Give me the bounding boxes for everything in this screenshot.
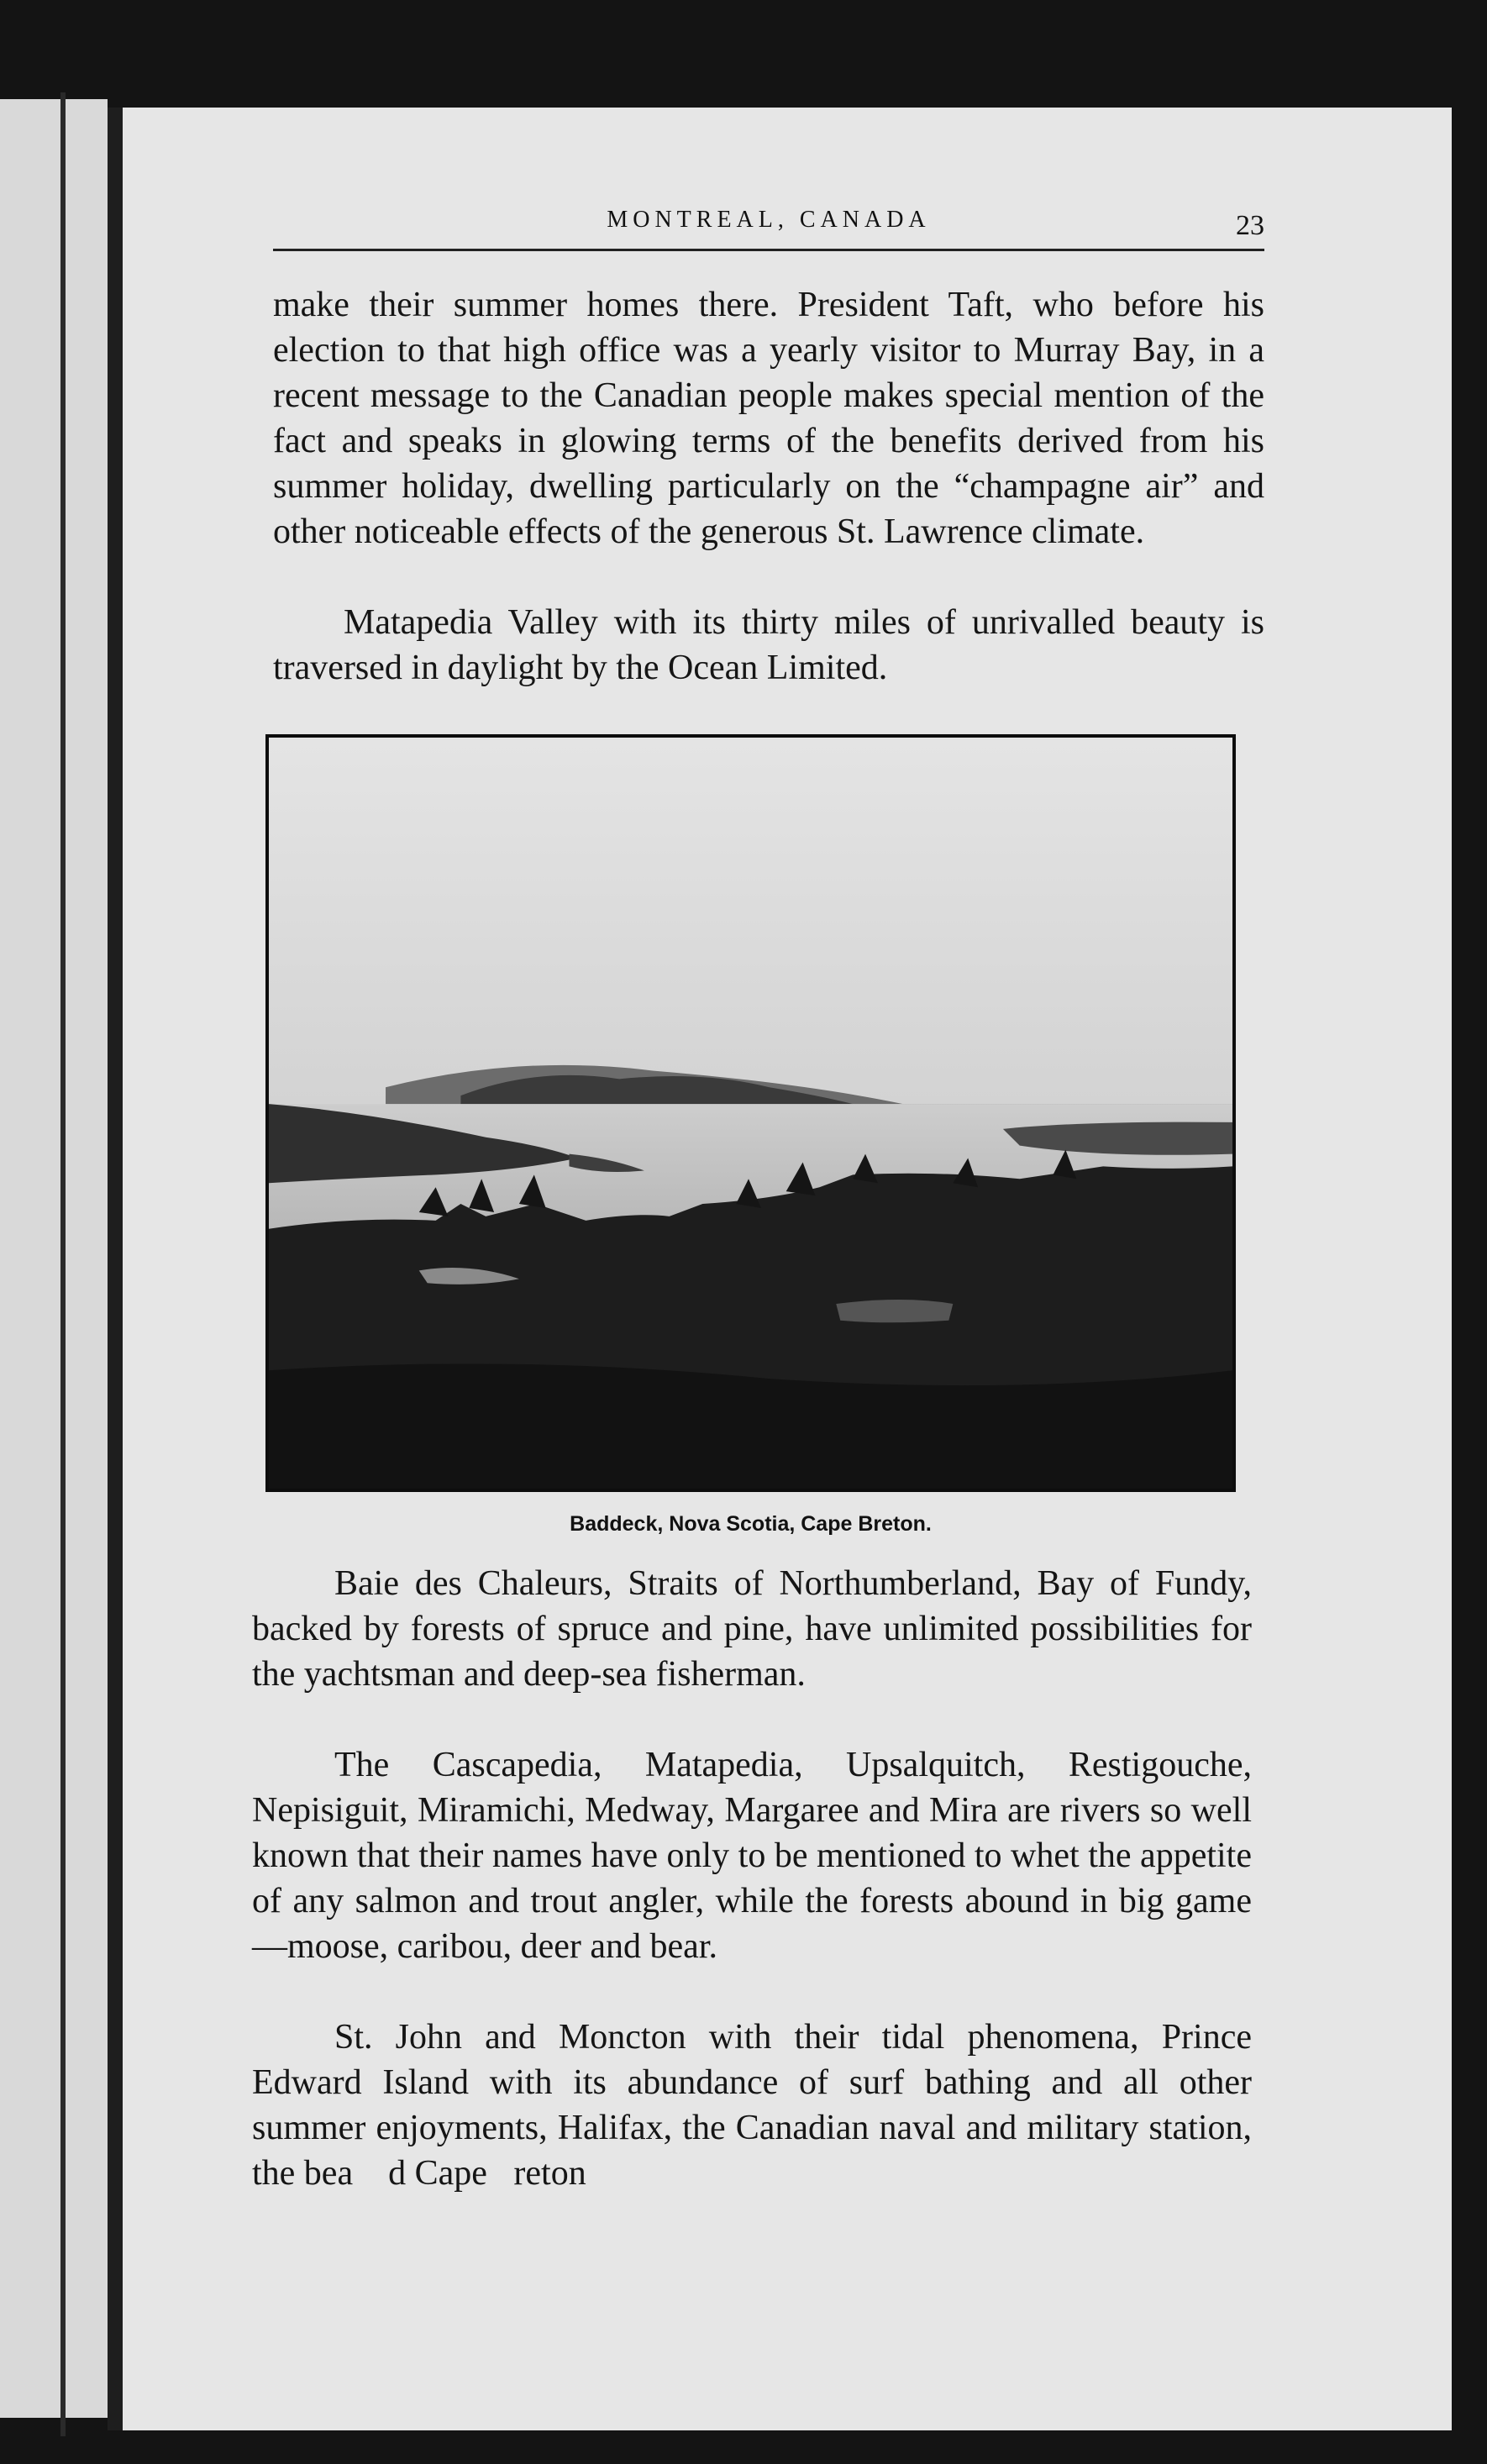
paragraph-matapedia: Matapedia Valley with its thirty miles of unrivalled beauty is traversed in daylight by the Ocean Limited. bbox=[273, 603, 1264, 687]
paragraph-baie-des-chaleurs: Baie des Chaleurs, Straits of Northumberland, Bay of Fundy, backed by forests of spruce and pine, have unlimited possibilities for the yachtsman and deep-sea fisherman. bbox=[252, 1564, 1252, 1694]
page-number: 23 bbox=[1236, 210, 1264, 241]
landscape-photo bbox=[269, 738, 1232, 1489]
photograph-baddeck bbox=[265, 734, 1236, 1492]
header-rule bbox=[273, 249, 1264, 251]
paragraph-taft: make their summer homes there. President Taft, who before his election to that high office was a yearly visitor to Murray Bay, in a recent message to the Canadian people makes special mention of the fact and speaks in glowing terms of the benefits derived from his summer holiday, dwelling particularly on the “champagne air” and other noticeable effects of the generous St. Lawrence climate. bbox=[273, 286, 1264, 551]
paragraph-st-john: St. John and Moncton with their tidal phenomena, Prince Edward Island with its abundance of surf bathing and all other summer enjoyments, Halifax, the Canadian naval and military station, the bea d Cape reton bbox=[252, 2018, 1252, 2193]
facing-page-edge bbox=[0, 99, 108, 2418]
book-gutter bbox=[60, 92, 66, 2436]
running-head: MONTREAL, CANADA bbox=[607, 207, 931, 233]
page-header bbox=[273, 202, 1264, 252]
paragraph-rivers: The Cascapedia, Matapedia, Upsalquitch, Restigouche, Nepisiguit, Miramichi, Medway, Margaree and Mira are rivers so well known that their names have only to be mentioned to whet the appetite of any salmon and trout angler, while the forests abound in big game—moose, caribou, deer and bear. bbox=[252, 1746, 1252, 1966]
photo-caption: Baddeck, Nova Scotia, Cape Breton. bbox=[570, 1512, 932, 1536]
